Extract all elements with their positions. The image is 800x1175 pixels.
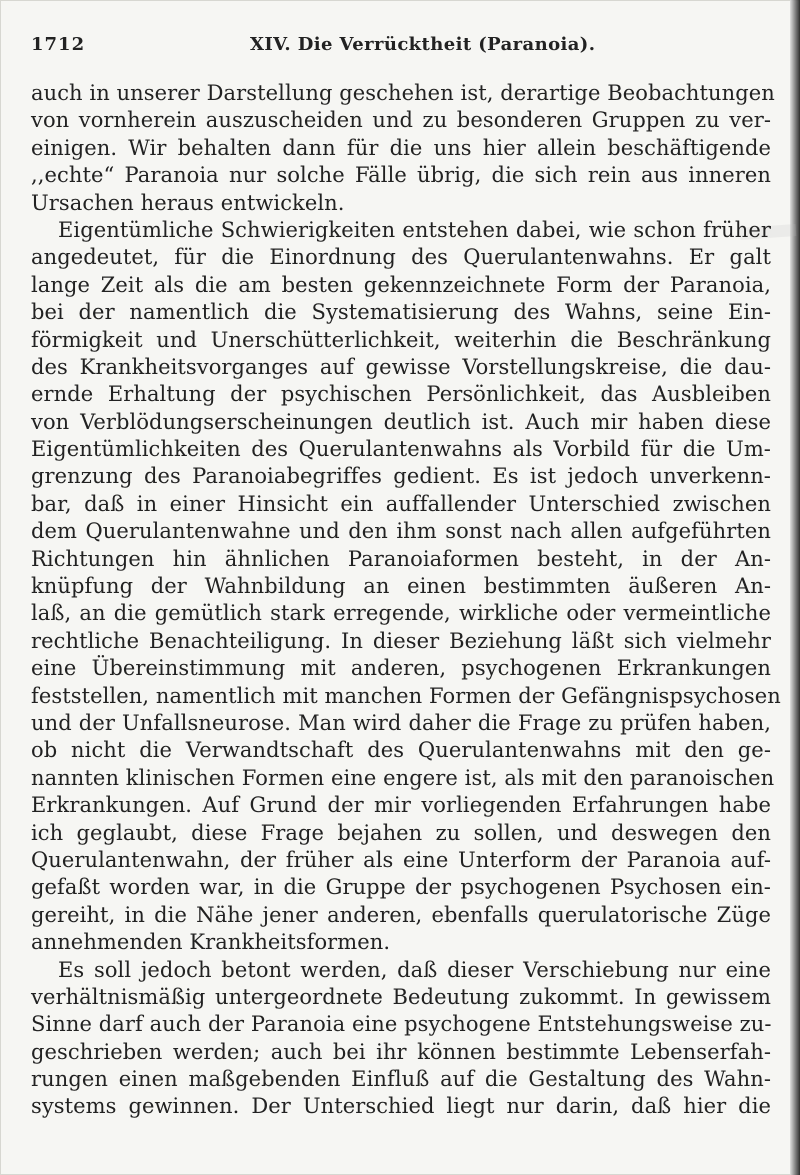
page-number: 1712: [31, 34, 86, 55]
text-line-7: angedeutet, für die Einordnung des Querulantenwahns. Er galt: [31, 245, 771, 270]
text-line-23: feststellen, namentlich mit manchen Formen der Gefängnispsychosen: [31, 683, 781, 708]
text-line-37: rungen einen maßgebenden Einfluß auf die Gestaltung des Wahn-: [31, 1067, 771, 1092]
text-line-6: Eigentümliche Schwierigkeiten entstehen dabei, wie schon früher: [58, 217, 771, 242]
text-line-18: Richtungen hin ähnlichen Paranoiaformen besteht, in der An-: [31, 546, 771, 571]
text-line-27: Erkrankungen. Auf Grund der mir vorliegenden Erfahrungen habe: [31, 793, 771, 818]
text-line-19: knüpfung der Wahnbildung an einen bestimmten äußeren An-: [31, 574, 771, 599]
text-line-25: ob nicht die Verwandtschaft des Querulantenwahns mit den ge-: [31, 738, 771, 763]
text-line-2: von vornherein auszuscheiden und zu besonderen Gruppen zu ver-: [31, 108, 771, 133]
text-line-8: lange Zeit als die am besten gekennzeichnete Form der Paranoia,: [31, 272, 771, 297]
text-line-29: Querulantenwahn, der früher als eine Unterform der Paranoia auf-: [31, 847, 771, 872]
text-line-1: auch in unserer Darstellung geschehen ist, derartige Beobachtungen: [31, 81, 775, 105]
text-line-9: bei der namentlich die Systematisierung des Wahns, seine Ein-: [31, 300, 771, 325]
text-line-31: gereiht, in die Nähe jener anderen, ebenfalls querulatorische Züge: [31, 902, 771, 927]
text-line-3: einigen. Wir behalten dann für die uns hier allein beschäftigende: [31, 135, 771, 160]
text-line-11: des Krankheitsvorganges auf gewisse Vorstellungskreise, die dau-: [31, 354, 771, 379]
text-line-5: Ursachen heraus entwickeln.: [31, 190, 345, 215]
text-line-26: nannten klinischen Formen eine engere ist, als mit den paranoischen: [31, 765, 775, 790]
text-line-34: verhältnismäßig untergeordnete Bedeutung zukommt. In gewissem: [31, 984, 771, 1009]
text-line-28: ich geglaubt, diese Frage bejahen zu sollen, und deswegen den: [31, 820, 771, 845]
text-line-30: gefaßt worden war, in die Gruppe der psychogenen Psychosen ein-: [31, 875, 771, 900]
text-line-10: förmigkeit und Unerschütterlichkeit, weiterhin die Beschränkung: [31, 327, 771, 352]
text-line-22: eine Übereinstimmung mit anderen, psychogenen Erkrankungen: [31, 656, 771, 681]
text-line-33: Es soll jedoch betont werden, daß dieser Verschiebung nur eine: [58, 957, 771, 982]
text-line-38: systems gewinnen. Der Unterschied liegt nur darin, daß hier die: [31, 1094, 771, 1119]
text-line-15: grenzung des Paranoiabegriffes gedient. Es ist jedoch unverkenn-: [31, 464, 771, 489]
page-edge: [790, 0, 800, 1175]
text-line-12: ernde Erhaltung der psychischen Persönlichkeit, das Ausbleiben: [31, 382, 771, 407]
body-text: [31, 80, 781, 1121]
text-line-14: Eigentümlichkeiten des Querulantenwahns als Vorbild für die Um-: [31, 437, 771, 462]
text-line-32: annehmenden Krankheitsformen.: [31, 930, 391, 955]
text-line-4: ,,echte“ Paranoia nur solche Fälle übrig, die sich rein aus inneren: [31, 163, 771, 188]
running-title: XIV. Die Verrücktheit (Paranoia).: [250, 34, 596, 55]
text-line-36: geschrieben werden; auch bei ihr können bestimmte Lebenserfah-: [31, 1039, 771, 1064]
text-line-16: bar, daß in einer Hinsicht ein auffallender Unterschied zwischen: [31, 491, 771, 516]
text-line-21: rechtliche Benachteiligung. In dieser Beziehung läßt sich vielmehr: [31, 628, 771, 653]
text-line-20: laß, an die gemütlich stark erregende, wirkliche oder vermeintliche: [31, 601, 771, 626]
text-line-24: und der Unfallsneurose. Man wird daher die Frage zu prüfen haben,: [31, 710, 771, 735]
text-line-17: dem Querulantenwahne und den ihm sonst nach allen aufgeführten: [31, 519, 771, 544]
text-line-13: von Verblödungserscheinungen deutlich ist. Auch mir haben diese: [31, 409, 771, 434]
text-line-35: Sinne darf auch der Paranoia eine psychogene Entstehungsweise zu-: [31, 1012, 772, 1037]
page-header: [31, 33, 771, 61]
